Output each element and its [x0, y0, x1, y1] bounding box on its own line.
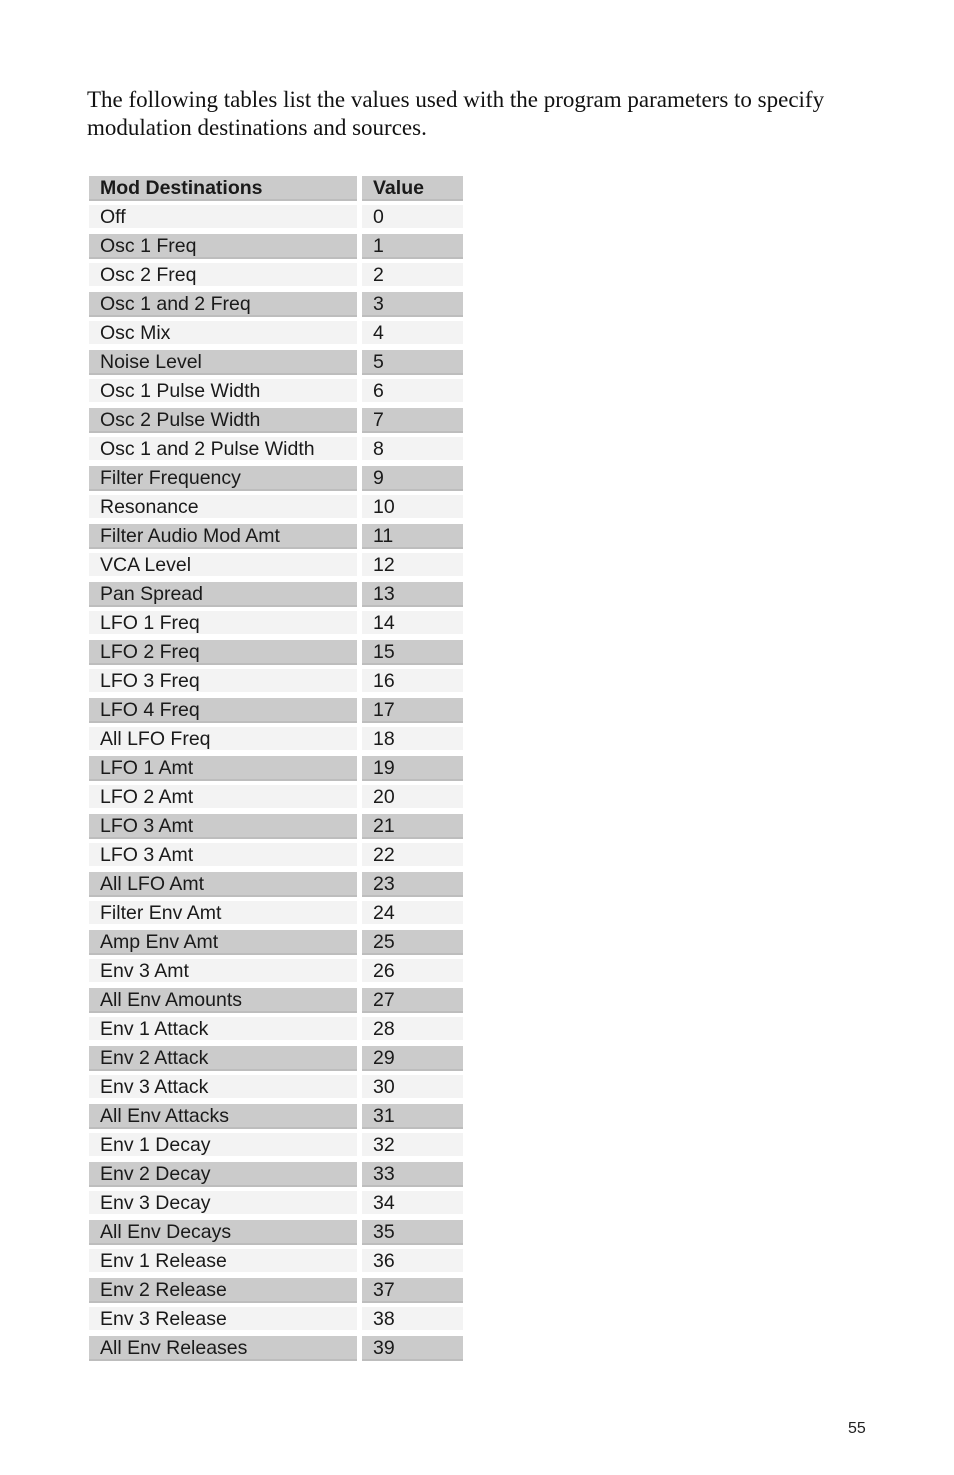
table-row [89, 987, 464, 1016]
page-number: 55 [848, 1420, 866, 1437]
table-row [89, 813, 464, 842]
intro-paragraph: The following tables list the values used with the program parameters to specify modulation destinations and sources. [87, 87, 825, 140]
mod-destination-name: All Env Releases [89, 1336, 357, 1361]
mod-destinations-table [89, 175, 464, 1364]
mod-destination-value: 2 [362, 263, 463, 288]
table-row [89, 204, 464, 233]
mod-destination-value: 14 [362, 611, 463, 636]
mod-destination-name: All LFO Amt [89, 872, 357, 897]
mod-destination-name: Amp Env Amt [89, 930, 357, 955]
table-row [89, 291, 464, 320]
table-row [89, 871, 464, 900]
table-row [89, 1074, 464, 1103]
table-row [89, 900, 464, 929]
mod-destination-value: 31 [362, 1104, 463, 1129]
table-row [89, 1248, 464, 1277]
mod-destination-value: 33 [362, 1162, 463, 1187]
mod-destination-name: All Env Amounts [89, 988, 357, 1013]
table-row [89, 929, 464, 958]
mod-destination-value: 37 [362, 1278, 463, 1303]
column-header-value: Value [362, 176, 463, 201]
mod-destination-name: Env 2 Attack [89, 1046, 357, 1071]
mod-destination-name: LFO 3 Freq [89, 669, 357, 694]
mod-destination-value: 29 [362, 1046, 463, 1071]
mod-destination-value: 20 [362, 785, 463, 810]
mod-destination-name: All Env Attacks [89, 1104, 357, 1129]
mod-destination-name: Osc 1 Pulse Width [89, 379, 357, 404]
mod-destination-value: 18 [362, 727, 463, 752]
mod-destination-value: 22 [362, 843, 463, 868]
table-row [89, 494, 464, 523]
mod-destination-value: 7 [362, 408, 463, 433]
mod-destination-value: 3 [362, 292, 463, 317]
mod-destination-name: Env 1 Decay [89, 1133, 357, 1158]
mod-destination-value: 27 [362, 988, 463, 1013]
table-row [89, 233, 464, 262]
mod-destination-value: 34 [362, 1191, 463, 1216]
mod-destination-value: 0 [362, 205, 463, 230]
table-row [89, 581, 464, 610]
mod-destination-name: LFO 2 Amt [89, 785, 357, 810]
mod-destination-value: 28 [362, 1017, 463, 1042]
mod-destination-name: LFO 3 Amt [89, 814, 357, 839]
mod-destination-name: All Env Decays [89, 1220, 357, 1245]
mod-destination-value: 30 [362, 1075, 463, 1100]
mod-destination-name: Env 3 Attack [89, 1075, 357, 1100]
table-row [89, 958, 464, 987]
table-row [89, 523, 464, 552]
table-row [89, 320, 464, 349]
mod-destination-value: 15 [362, 640, 463, 665]
mod-destination-name: LFO 3 Amt [89, 843, 357, 868]
mod-destination-name: Osc 1 and 2 Freq [89, 292, 357, 317]
column-header-mod-destinations: Mod Destinations [89, 176, 357, 201]
mod-destination-value: 11 [362, 524, 463, 549]
table-row [89, 378, 464, 407]
mod-destination-value: 38 [362, 1307, 463, 1332]
mod-destination-value: 9 [362, 466, 463, 491]
table-row [89, 1306, 464, 1335]
table-row [89, 1016, 464, 1045]
mod-destination-name: Env 1 Attack [89, 1017, 357, 1042]
mod-destination-value: 26 [362, 959, 463, 984]
table-row [89, 465, 464, 494]
mod-destination-value: 4 [362, 321, 463, 346]
mod-destination-value: 16 [362, 669, 463, 694]
table-row [89, 436, 464, 465]
mod-destination-value: 36 [362, 1249, 463, 1274]
mod-destination-value: 5 [362, 350, 463, 375]
mod-destination-value: 25 [362, 930, 463, 955]
table-row [89, 639, 464, 668]
table-header-row [89, 175, 464, 204]
table-row [89, 1277, 464, 1306]
mod-destination-name: Filter Frequency [89, 466, 357, 491]
mod-destination-value: 17 [362, 698, 463, 723]
table-row [89, 1132, 464, 1161]
table-row [89, 726, 464, 755]
mod-destination-value: 39 [362, 1336, 463, 1361]
mod-destination-name: All LFO Freq [89, 727, 357, 752]
table-row [89, 349, 464, 378]
mod-destination-value: 10 [362, 495, 463, 520]
mod-destination-value: 24 [362, 901, 463, 926]
table-row [89, 1219, 464, 1248]
mod-destination-name: Env 3 Decay [89, 1191, 357, 1216]
mod-destination-name: Filter Env Amt [89, 901, 357, 926]
mod-destination-value: 23 [362, 872, 463, 897]
table-row [89, 552, 464, 581]
mod-destination-name: Resonance [89, 495, 357, 520]
mod-destination-value: 12 [362, 553, 463, 578]
mod-destination-name: LFO 1 Amt [89, 756, 357, 781]
mod-destination-value: 19 [362, 756, 463, 781]
table-row [89, 407, 464, 436]
table-row [89, 1335, 464, 1364]
mod-destination-name: LFO 1 Freq [89, 611, 357, 636]
mod-destination-name: Env 2 Release [89, 1278, 357, 1303]
mod-destination-name: Osc 1 and 2 Pulse Width [89, 437, 357, 462]
mod-destination-value: 35 [362, 1220, 463, 1245]
table-row [89, 697, 464, 726]
table-row [89, 1103, 464, 1132]
mod-destination-name: LFO 2 Freq [89, 640, 357, 665]
mod-destination-name: VCA Level [89, 553, 357, 578]
table-row [89, 262, 464, 291]
table-row [89, 784, 464, 813]
table-row [89, 610, 464, 639]
table-row [89, 842, 464, 871]
mod-destination-value: 32 [362, 1133, 463, 1158]
mod-destination-value: 1 [362, 234, 463, 259]
table-row [89, 1161, 464, 1190]
mod-destination-name: Osc Mix [89, 321, 357, 346]
mod-destination-name: Env 3 Amt [89, 959, 357, 984]
mod-destination-name: Osc 2 Freq [89, 263, 357, 288]
mod-destination-name: Osc 2 Pulse Width [89, 408, 357, 433]
table-body [89, 204, 464, 1364]
table-row [89, 1190, 464, 1219]
mod-destination-name: LFO 4 Freq [89, 698, 357, 723]
mod-destination-name: Env 2 Decay [89, 1162, 357, 1187]
mod-destination-name: Osc 1 Freq [89, 234, 357, 259]
mod-destination-name: Noise Level [89, 350, 357, 375]
mod-destination-value: 6 [362, 379, 463, 404]
table-row [89, 1045, 464, 1074]
mod-destination-name: Env 1 Release [89, 1249, 357, 1274]
mod-destination-value: 21 [362, 814, 463, 839]
mod-destination-name: Off [89, 205, 357, 230]
table-row [89, 755, 464, 784]
mod-destination-name: Filter Audio Mod Amt [89, 524, 357, 549]
mod-destination-value: 8 [362, 437, 463, 462]
table-row [89, 668, 464, 697]
mod-destination-value: 13 [362, 582, 463, 607]
mod-destination-name: Env 3 Release [89, 1307, 357, 1332]
mod-destination-name: Pan Spread [89, 582, 357, 607]
